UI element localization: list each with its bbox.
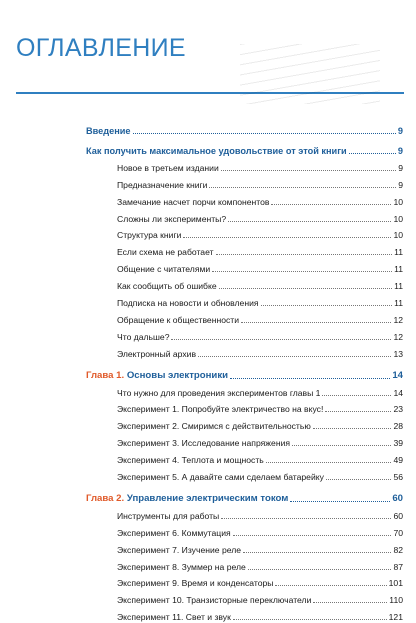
toc-entry[interactable] xyxy=(86,466,403,483)
page-number: 11 xyxy=(394,298,403,309)
dot-leader xyxy=(290,501,390,502)
toc-entry[interactable] xyxy=(86,191,403,208)
toc-entry[interactable] xyxy=(86,415,403,432)
toc-entry-title: Эксперимент 8. Зуммер на реле xyxy=(117,561,246,572)
toc-entry-title: Эксперимент 10. Транзисторные переключатели xyxy=(117,595,312,606)
toc-entry[interactable] xyxy=(86,399,403,416)
page-number: 87 xyxy=(393,561,403,572)
page-number: 9 xyxy=(397,146,403,156)
toc-entry-title: Если схема не работает xyxy=(117,247,214,258)
chapter-number: Глава 1. xyxy=(86,369,125,381)
page-number: 82 xyxy=(393,544,403,555)
dot-leader xyxy=(326,479,392,480)
dot-leader xyxy=(209,187,396,188)
toc-entry-title: Общение с читателями xyxy=(117,264,211,275)
page-number: 23 xyxy=(393,404,403,415)
dot-leader xyxy=(221,170,396,171)
toc-entry[interactable] xyxy=(86,309,403,326)
toc-entry[interactable] xyxy=(86,556,403,573)
toc-entry[interactable] xyxy=(86,343,403,360)
toc-entry-title: Структура книги xyxy=(117,230,182,241)
page-number: 11 xyxy=(394,281,403,292)
dot-leader xyxy=(171,339,391,340)
page-number: 9 xyxy=(398,179,403,190)
toc-entry-title: Что дальше? xyxy=(117,331,170,342)
toc-entry[interactable] xyxy=(86,208,403,225)
toc-entry[interactable] xyxy=(86,505,403,522)
toc-entry-title: Эксперимент 11. Свет и звук xyxy=(117,612,231,623)
page-number: 14 xyxy=(393,387,403,398)
dot-leader xyxy=(241,322,391,323)
dot-leader xyxy=(233,619,387,620)
page-number: 28 xyxy=(393,421,403,432)
page-number: 70 xyxy=(393,527,403,538)
toc-entry-title: Эксперимент 3. Исследование напряжения xyxy=(117,438,291,449)
toc-entry[interactable] xyxy=(86,432,403,449)
toc-entry[interactable] xyxy=(86,241,403,258)
toc-entry-title xyxy=(86,493,288,505)
page-number: 14 xyxy=(392,369,403,381)
page-number: 10 xyxy=(393,196,403,207)
dot-leader xyxy=(212,271,392,272)
toc-entry-title: Новое в третьем издании xyxy=(117,162,219,173)
dot-leader xyxy=(219,288,392,289)
dot-leader xyxy=(216,254,393,255)
toc-entry-title: Эксперимент 9. Время и конденсаторы xyxy=(117,578,274,589)
toc-entry-title: Эксперимент 5. А давайте сами сделаем батарейку xyxy=(117,472,324,483)
toc-main-entry[interactable] xyxy=(86,137,403,157)
chapter-title: Основы электроники xyxy=(126,369,229,381)
toc-entry[interactable] xyxy=(86,275,403,292)
page-number: 10 xyxy=(393,213,403,224)
toc-entry[interactable] xyxy=(86,522,403,539)
page-number: 9 xyxy=(398,162,403,173)
toc-entry-title: Введение xyxy=(86,126,131,136)
dot-leader xyxy=(243,552,391,553)
toc-entry-title: Эксперимент 7. Изучение реле xyxy=(117,544,242,555)
page-number: 12 xyxy=(393,314,403,325)
dot-leader xyxy=(248,569,392,570)
page-number: 49 xyxy=(393,455,403,466)
dot-leader xyxy=(271,204,391,205)
dot-leader xyxy=(183,237,391,238)
dot-leader xyxy=(313,428,392,429)
page-number: 39 xyxy=(393,438,403,449)
dot-leader xyxy=(349,153,396,154)
page-number: 121 xyxy=(388,612,403,623)
toc-entry[interactable] xyxy=(86,539,403,556)
toc-entry-title: Как получить максимальное удовольствие от этой книги xyxy=(86,146,347,156)
toc-entry[interactable] xyxy=(86,606,403,623)
toc-entry-title: Эксперимент 2. Смиримся с действительностью xyxy=(117,421,311,432)
page-title: ОГЛАВЛЕНИЕ xyxy=(16,34,186,62)
page-number: 60 xyxy=(392,493,403,505)
toc-entry-title: Эксперимент 4. Теплота и мощность xyxy=(117,455,264,466)
page-number: 9 xyxy=(397,126,403,136)
dot-leader xyxy=(266,462,392,463)
page-number: 110 xyxy=(389,595,403,606)
chapter-number: Глава 2. xyxy=(86,493,125,505)
toc-entry[interactable] xyxy=(86,449,403,466)
dot-leader xyxy=(261,305,393,306)
toc-entry[interactable] xyxy=(86,589,403,606)
toc-entry[interactable] xyxy=(86,382,403,399)
toc-entry-title: Замечание насчет порчи компонентов xyxy=(117,196,270,207)
toc-entry[interactable] xyxy=(86,292,403,309)
toc-entry-title: Как сообщить об ошибке xyxy=(117,281,217,292)
toc-entry-title: Что нужно для проведения экспериментов главы 1 xyxy=(117,387,321,398)
toc-chapter-entry[interactable] xyxy=(86,360,403,382)
dot-leader xyxy=(325,411,391,412)
page-number: 11 xyxy=(394,264,403,275)
dot-leader xyxy=(230,378,390,379)
page-number: 10 xyxy=(393,230,403,241)
dot-leader xyxy=(133,133,396,134)
toc-entry-title: Сложны ли эксперименты? xyxy=(117,213,227,224)
toc-entry-title: Инструменты для работы xyxy=(117,510,220,521)
toc-entry[interactable] xyxy=(86,573,403,590)
toc-entry[interactable] xyxy=(86,326,403,343)
dot-leader xyxy=(228,221,391,222)
toc-entry[interactable] xyxy=(86,258,403,275)
page-number: 56 xyxy=(393,472,403,483)
toc-entry-title: Предназначение книги xyxy=(117,179,208,190)
toc-entry[interactable] xyxy=(86,225,403,242)
dot-leader xyxy=(198,356,391,357)
toc-entry[interactable] xyxy=(86,174,403,191)
toc-entry-title: Эксперимент 1. Попробуйте электричество на вкус! xyxy=(117,404,324,415)
dot-leader xyxy=(292,445,391,446)
dot-leader xyxy=(275,585,386,586)
toc-entry-title xyxy=(86,370,228,382)
toc-main-entry[interactable] xyxy=(86,117,403,137)
dot-leader xyxy=(313,602,387,603)
toc-entry-title: Эксперимент 6. Коммутация xyxy=(117,527,231,538)
chapter-title: Управление электрическим током xyxy=(126,493,289,505)
dot-leader xyxy=(221,518,391,519)
toc-entry-title: Подписка на новости и обновления xyxy=(117,298,259,309)
toc-entry[interactable] xyxy=(86,157,403,174)
dot-leader xyxy=(322,395,391,396)
faint-background-texture xyxy=(240,44,380,104)
page-number: 11 xyxy=(394,247,403,258)
page-number: 60 xyxy=(393,510,403,521)
toc-entry-title: Обращение к общественности xyxy=(117,314,240,325)
table-of-contents xyxy=(86,117,403,623)
toc-chapter-entry[interactable] xyxy=(86,483,403,505)
page-number: 12 xyxy=(393,331,403,342)
page-number: 101 xyxy=(388,578,403,589)
page-number: 13 xyxy=(393,348,403,359)
toc-entry-title: Электронный архив xyxy=(117,348,197,359)
